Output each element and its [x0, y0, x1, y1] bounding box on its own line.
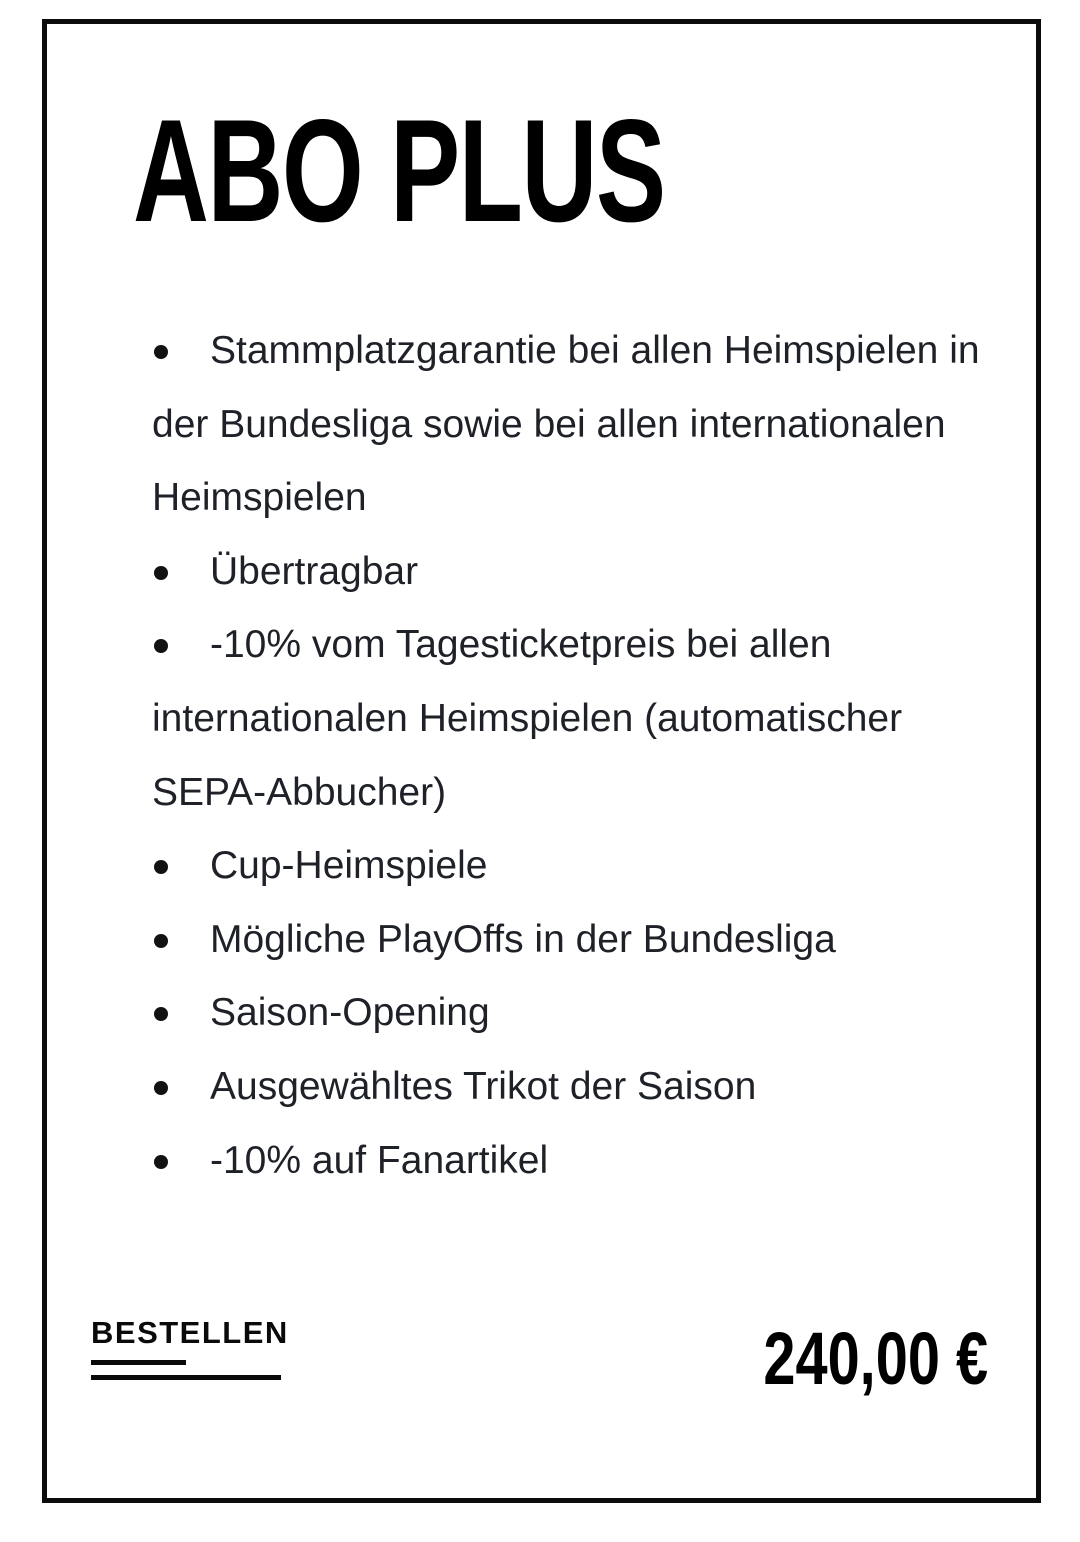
price: 240,00 €: [763, 1317, 988, 1400]
feature-item: [152, 314, 982, 535]
order-button-label: BESTELLEN: [91, 1315, 289, 1350]
feature-item: [152, 903, 982, 977]
order-button[interactable]: [91, 1315, 289, 1387]
feature-item: [152, 608, 982, 829]
feature-text: Cup-Heimspiele: [210, 844, 488, 888]
feature-text: Ausgewähltes Trikot der Saison: [210, 1064, 757, 1108]
feature-text: Saison-Opening: [210, 991, 490, 1035]
feature-text: Mögliche PlayOffs in der Bundesliga: [210, 917, 836, 961]
bullet-icon: [154, 566, 168, 580]
order-underline-short: [91, 1360, 186, 1365]
feature-item: [152, 535, 982, 609]
feature-text: -10% vom Tagesticketpreis bei allen internationalen Heimspielen (automatischer SEPA-Abbucher): [152, 623, 903, 814]
feature-list: [152, 314, 982, 1197]
feature-item: [152, 1050, 982, 1124]
bullet-icon: [154, 1155, 168, 1169]
bullet-icon: [154, 345, 168, 359]
feature-item: [152, 829, 982, 903]
order-underline-long: [91, 1375, 281, 1380]
feature-item: [152, 976, 982, 1050]
feature-item: [152, 1124, 982, 1198]
product-title: ABO PLUS: [133, 89, 665, 252]
bullet-icon: [154, 1081, 168, 1095]
feature-text: -10% auf Fanartikel: [210, 1138, 549, 1182]
feature-text: Stammplatzgarantie bei allen Heimspielen in der Bundesliga sowie bei allen internationalen Heimspielen: [152, 329, 980, 520]
bullet-icon: [154, 934, 168, 948]
bullet-icon: [154, 639, 168, 653]
feature-text: Übertragbar: [210, 549, 419, 593]
bullet-icon: [154, 860, 168, 874]
product-card: [42, 19, 1041, 1503]
bullet-icon: [154, 1007, 168, 1021]
